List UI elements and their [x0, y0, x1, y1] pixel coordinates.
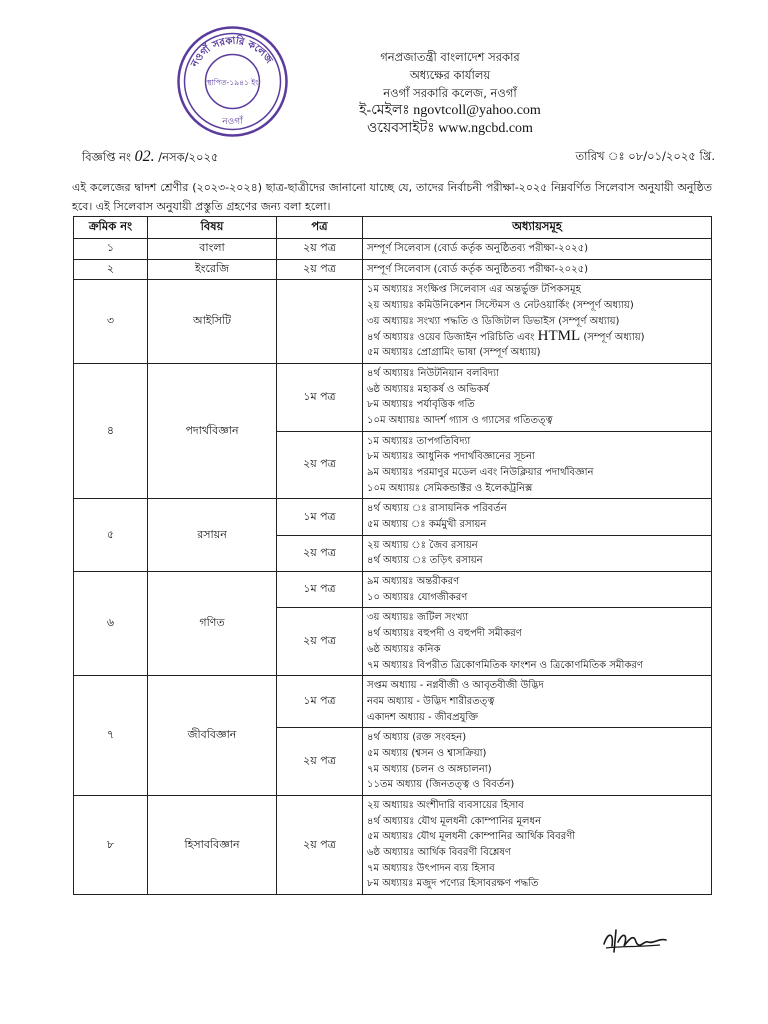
subject-cell: আইসিটি — [148, 280, 277, 363]
seal-inner-text: স্থাপিত-১৯৪১ ইং — [206, 78, 259, 87]
chapters-cell — [363, 239, 712, 260]
serial-cell: ৭ — [74, 676, 148, 796]
chapter-item: ৪র্থ অধ্যায় ঃ তড়িৎ রসায়ন — [367, 555, 483, 567]
chapter-item: ৭ম অধ্যায় (চলন ও অঙ্গচালনা) — [367, 763, 492, 775]
syllabus-table-body — [74, 239, 712, 895]
chapter-item: ২য় অধ্যায়ঃ কমিউনিকেশন সিস্টেমস ও নেটওয়ার্কিং (সম্পূর্ণ অধ্যায়) — [367, 300, 634, 312]
chapter-item: ৭ম অধ্যায়ঃ বিপরীত ত্রিকোণমিতিক ফাংশন ও ত্রিকোণমিতিক সমীকরণ — [367, 659, 643, 671]
chapter-item: ৪র্থ অধ্যায় (রক্ত সংবহন) — [367, 732, 467, 744]
chapter-item: ৯ম অধ্যায়ঃ পরমাণুর মডেল এবং নিউক্লিয়ার পদার্থবিজ্ঞান — [367, 466, 594, 478]
signature — [600, 922, 670, 958]
chapter-item: ১০ম অধ্যায়ঃ আদর্শ গ্যাস ও গ্যাসের গতিতত্ত্ব — [367, 414, 553, 426]
chapter-item: ২য় অধ্যায়ঃ অংশীদারি ব্যবসায়ের হিসাব — [367, 800, 524, 811]
serial-cell: ৪ — [74, 363, 148, 499]
chapter-item: একাদশ অধ্যায় - জীবপ্রযুক্তি — [367, 711, 478, 723]
chapter-item: ৪র্থ অধ্যায়ঃ নিউটনিয়ান বলবিদ্যা — [367, 367, 499, 379]
chapter-item: ৪র্থ অধ্যায়ঃ বহুপদী ও বহুপদী সমীকরণ — [367, 628, 522, 640]
table-row — [74, 676, 712, 728]
paper-cell: ২য় পত্র — [277, 535, 363, 571]
paper-cell: ২য় পত্র — [277, 608, 363, 676]
chapter-item: ৮ম অধ্যায়ঃ মজুদ পণ্যের হিসাবরক্ষণ পদ্ধতি — [367, 878, 539, 890]
html-keyword: HTML — [537, 329, 581, 345]
serial-cell: ৮ — [74, 796, 148, 895]
chapter-item: ৬ষ্ঠ অধ্যায়ঃ কনিক — [367, 643, 441, 655]
website-line: ওয়েবসাইটঃ www.ngcbd.com — [367, 121, 533, 136]
table-header-row — [74, 217, 712, 239]
chapters-cell — [363, 572, 712, 608]
chapter-item: ৪র্থ অধ্যায়ঃ ওয়েব ডিজাইন পরিচিতি এবং HTML (সম্পূর্ণ অধ্যায়) — [367, 329, 645, 345]
svg-text:নওগাঁ সরকারি কলেজ — [189, 34, 275, 70]
memo-number — [82, 148, 218, 168]
paper-cell: ১ম পত্র — [277, 363, 363, 431]
chapters-cell — [363, 259, 712, 280]
paper-cell: ২য় পত্র — [277, 431, 363, 499]
seal-bottom-text: নওগাঁ — [222, 117, 243, 127]
chapters-cell — [363, 608, 712, 676]
subject-cell: ইংরেজি — [148, 259, 277, 280]
chapter-item: ৩য় অধ্যায়ঃ সংখ্যা পদ্ধতি ও ডিজিটাল ডিভাইস (সম্পূর্ণ অধ্যায়) — [367, 315, 620, 327]
chapters-cell — [363, 280, 712, 363]
chapter-item: ১০ম অধ্যায়ঃ সেমিকন্ডাক্টর ও ইলেকট্রনিক্স — [367, 482, 533, 494]
chapter-item: ৮ম অধ্যায়ঃ পর্যাবৃত্তিক গতি — [367, 399, 475, 411]
college-seal — [175, 24, 290, 139]
memo-handwritten-number: 02. — [134, 148, 155, 165]
chapter-item: ৫ম অধ্যায়ঃ যৌথ মূলধনী কোম্পানির আর্থিক বিবরণী — [367, 831, 576, 843]
table-row — [74, 363, 712, 431]
subject-cell: রসায়ন — [148, 499, 277, 572]
memo-suffix: /নসক/২০২৫ — [158, 150, 219, 164]
notice-body: এই কলেজের দ্বাদশ শ্রেণীর (২০২৩-২০২৪) ছাত্র-ছাত্রীদের জানানো যাচ্ছে যে, তাদের নির্বাচনী পরীক্ষা-২০২৫ নিম্নবর্ণিত সিলেবাস অনুযায়ী অনুষ্ঠিত হবে। এই সিলেবাস অনুযায়ী প্রস্তুতি গ্রহণের জন্য বলা হলো। — [72, 181, 712, 213]
subject-cell: জীববিজ্ঞান — [148, 676, 277, 796]
chapters-cell — [363, 431, 712, 499]
chapter-item: ১১তম অধ্যায় (জিনতত্ত্ব ও বিবর্তন) — [367, 779, 515, 791]
govt-name: গনপ্রজাতন্ত্রী বাংলাদেশ সরকার — [380, 50, 520, 64]
chapter-item: ৬ষ্ঠ অধ্যায়ঃ আর্থিক বিবরণী বিশ্লেষণ — [367, 847, 511, 859]
chapters-cell — [363, 535, 712, 571]
subject-cell: হিসাববিজ্ঞান — [148, 796, 277, 895]
paper-cell: ১ম পত্র — [277, 676, 363, 728]
serial-cell: ৫ — [74, 499, 148, 572]
chapter-item: সপ্তম অধ্যায় - নগ্নবীজী ও আবৃতবীজী উদ্ভিদ — [367, 680, 544, 692]
col-paper-header: পত্র — [277, 217, 363, 239]
serial-cell: ৬ — [74, 572, 148, 676]
chapter-item: ৪র্থ অধ্যায় ঃ রাসায়নিক পরিবর্তন — [367, 503, 507, 515]
chapter-item: নবম অধ্যায় - উদ্ভিদ শারীরতত্ত্ব — [367, 695, 495, 707]
paper-cell: ২য় পত্র — [277, 239, 363, 260]
col-subject-header: বিষয় — [148, 217, 277, 239]
chapters-cell — [363, 728, 712, 796]
chapter-item: সম্পূর্ণ সিলেবাস (বোর্ড কর্তৃক অনুষ্ঠিতব্য পরীক্ষা-২০২৫) — [367, 263, 589, 275]
office-header — [300, 48, 600, 138]
col-serial-header: ক্রমিক নং — [74, 217, 148, 239]
chapter-item: সম্পূর্ণ সিলেবাস (বোর্ড কর্তৃক অনুষ্ঠিতব্য পরীক্ষা-২০২৫) — [367, 243, 589, 254]
chapter-item: ৩য় অধ্যায়ঃ জটিল সংখ্যা — [367, 612, 469, 624]
seal-stamp — [175, 24, 290, 139]
memo-prefix: বিজ্ঞপ্তি নং — [82, 150, 131, 164]
memo-line — [70, 148, 715, 170]
seal-outer-text: নওগাঁ সরকারি কলেজ — [189, 35, 275, 69]
paper-cell: ২য় পত্র — [277, 796, 363, 895]
chapter-item: ৫ম অধ্যায় ঃ কর্মমুখী রসায়ন — [367, 519, 487, 530]
paper-cell: ১ম পত্র — [277, 572, 363, 608]
chapters-cell — [363, 363, 712, 431]
paper-cell: ২য় পত্র — [277, 728, 363, 796]
signature-scribble — [600, 922, 670, 958]
paper-cell — [277, 280, 363, 363]
college-name: নওগাঁ সরকারি কলেজ, নওগাঁ — [383, 86, 517, 100]
subject-cell: বাংলা — [148, 239, 277, 260]
chapters-cell — [363, 796, 712, 895]
chapter-item: ১ম অধ্যায়ঃ সংক্ষিপ্ত সিলেবাস এর অন্তর্ভুক্ত টপিকসমূহ — [367, 284, 581, 296]
chapters-cell — [363, 499, 712, 535]
email-line: ই-মেইলঃ ngovtcoll@yahoo.com — [359, 103, 541, 118]
table-row — [74, 572, 712, 608]
paper-cell: ১ম পত্র — [277, 499, 363, 535]
subject-cell: পদার্থবিজ্ঞান — [148, 363, 277, 499]
chapter-item: ৯ম অধ্যায়ঃ অন্তরীকরণ — [367, 576, 460, 588]
chapter-item: ২য় অধ্যায় ঃ জৈব রসায়ন — [367, 539, 478, 551]
col-chapters-header: অধ্যায়সমূহ — [363, 217, 712, 239]
paper-cell: ২য় পত্র — [277, 259, 363, 280]
chapters-cell — [363, 676, 712, 728]
chapter-item: ৪র্থ অধ্যায়ঃ যৌথ মূলধনী কোম্পানির মূলধন — [367, 815, 542, 827]
table-row — [74, 280, 712, 363]
table-row — [74, 796, 712, 895]
table-row — [74, 259, 712, 280]
chapter-item: ৬ষ্ঠ অধ্যায়ঃ মহাকর্ষ ও অভিকর্ষ — [367, 383, 490, 395]
table-row — [74, 499, 712, 535]
chapter-item: ১ম অধ্যায়ঃ তাপগতিবিদ্যা — [367, 435, 471, 447]
office-name: অধ্যক্ষের কার্যালয় — [409, 68, 491, 82]
chapter-item: ৫ম অধ্যায়ঃ প্রোগ্রামিং ভাষা (সম্পূর্ণ অধ্যায়) — [367, 347, 541, 359]
chapter-item: ৫ম অধ্যায় (শ্বসন ও শ্বাসক্রিয়া) — [367, 747, 487, 759]
serial-cell: ২ — [74, 259, 148, 280]
chapter-item: ৮ম অধ্যায়ঃ আধুনিক পদার্থবিজ্ঞানের সূচনা — [367, 451, 535, 463]
subject-cell: গণিত — [148, 572, 277, 676]
chapter-item: ১০ অধ্যায়ঃ যোগজীকরণ — [367, 591, 468, 603]
table-row — [74, 239, 712, 260]
memo-date: তারিখ ঃ ০৮/০১/২০২৫ খ্রি. — [575, 149, 715, 163]
serial-cell: ১ — [74, 239, 148, 260]
chapter-item: ৭ম অধ্যায়ঃ উৎপাদন ব্যয় হিসাব — [367, 862, 495, 874]
syllabus-table — [73, 216, 712, 895]
serial-cell: ৩ — [74, 280, 148, 363]
